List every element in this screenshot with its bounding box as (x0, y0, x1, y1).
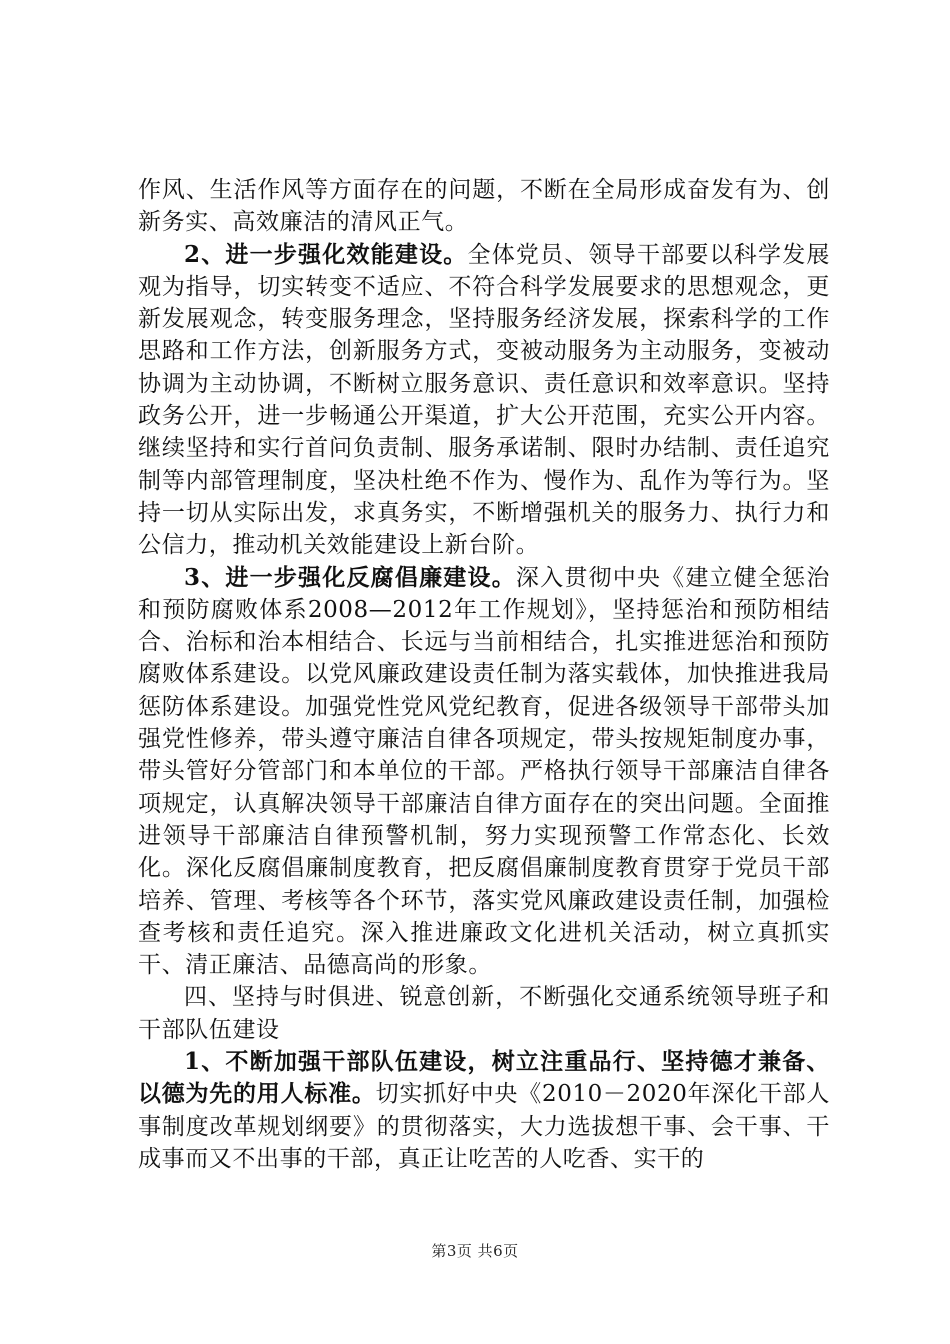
paragraph-2-text: 全体党员、领导干部要以科学发展观为指导，切实转变不适应、不符合科学发展要求的思想观念，更新发展观念，转变服务理念，坚持服务经济发展，探索科学的工作思路和工作方法，创新服务方式，变被动服务为主动服务，变被动协调为主动协调，不断树立服务意识、责任意识和效率意识。坚持政务公开，进一步畅通公开渠道，扩大公开范围，充实公开内容。继续坚持和实行首问负责制、服务承诺制、限时办结制、责任追究制等内部管理制度，坚决杜绝不作为、慢作为、乱作为等行为。坚持一切从实际出发，求真务实，不断增强机关的服务力、执行力和公信力，推动机关效能建设上新台阶。 (138, 241, 830, 559)
page-number-footer: 第3页 共6页 (431, 1242, 519, 1260)
paragraph-1 (138, 174, 830, 239)
paragraph-1-text: 作风、生活作风等方面存在的问题，不断在全局形成奋发有为、创新务实、高效廉洁的清风正气。 (138, 177, 830, 236)
paragraph-5 (138, 1046, 830, 1175)
paragraph-5-lead: 1、不断加强干部队伍建设，树立注重品行、坚持德才兼备、以德为先的用人标准。 (138, 1048, 830, 1108)
paragraph-3-lead: 3、进一步强化反腐倡廉建设。 (184, 563, 516, 591)
paragraph-2-lead: 2、进一步强化效能建设。 (184, 240, 468, 268)
section-heading-text: 四、坚持与时俱进、锐意创新，不断强化交通系统领导班子和干部队伍建设 (138, 984, 830, 1043)
paragraph-3 (138, 562, 830, 982)
paragraph-5-text: 切实抓好中央《2010－2020年深化干部人事制度改革规划纲要》的贯彻落实，大力选拔想干事、会干事、干成事而又不出事的干部，真正让吃苦的人吃香、实干的 (138, 1081, 830, 1172)
paragraph-2 (138, 239, 830, 562)
document-body (138, 174, 830, 1175)
paragraph-3-text: 深入贯彻中央《建立健全惩治和预防腐败体系2008—2012年工作规划》，坚持惩治和预防相结合、治标和治本相结合、长远与当前相结合，扎实推进惩治和预防腐败体系建设。以党风廉政建设责任制为落实载体，加快推进我局惩防体系建设。加强党性党风党纪教育，促进各级领导干部带头加强党性修养，带头遵守廉洁自律各项规定，带头按规矩制度办事，带头管好分管部门和本单位的干部。严格执行领导干部廉洁自律各项规定，认真解决领导干部廉洁自律方面存在的突出问题。全面推进领导干部廉洁自律预警机制，努力实现预警工作常态化、长效化。深化反腐倡廉制度教育，把反腐倡廉制度教育贯穿于党员干部培养、管理、考核等各个环节，落实党风廉政建设责任制，加强检查考核和责任追究。深入推进廉政文化进机关活动，树立真抓实干、清正廉洁、品德高尚的形象。 (138, 564, 830, 979)
section-heading (138, 981, 830, 1046)
